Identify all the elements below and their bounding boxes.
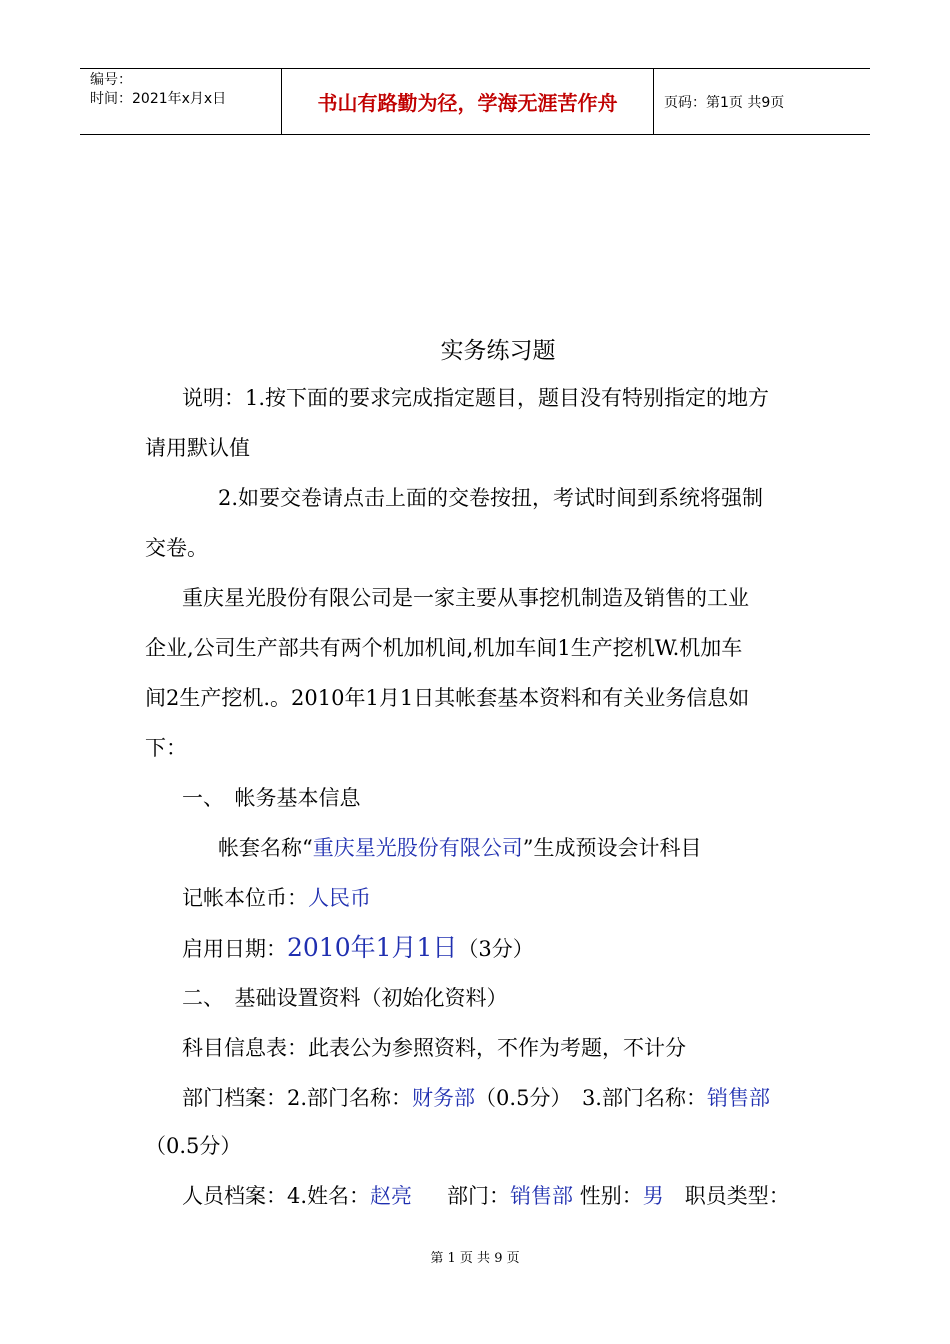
- subject-info-line: 科目信息表：此表公为参照资料，不作为考题，不计分: [182, 1036, 686, 1060]
- section-1-heading: 一、 帐务基本信息: [182, 786, 361, 810]
- dept-mid: （0.5分） 3.部门名称：: [475, 1086, 707, 1110]
- page-footer: 第 1 页 共 9 页: [430, 1251, 520, 1266]
- document-title: 实务练习题: [440, 338, 556, 364]
- currency-value: 人民币: [308, 886, 371, 910]
- staff-dept: 销售部: [510, 1184, 574, 1208]
- intro-line-1: 重庆星光股份有限公司是一家主要从事挖机制造及销售的工业: [182, 586, 749, 610]
- header-page-info: 页码：第1页 共9页: [664, 94, 785, 111]
- intro-line-4: 下：: [145, 736, 187, 760]
- account-suffix: ”生成预设会计科目: [522, 836, 702, 860]
- note-1b: 请用默认值: [145, 436, 250, 460]
- staff-type-label: 职员类型：: [663, 1184, 790, 1208]
- page-header: [80, 68, 870, 135]
- staff-gender-label: 性别：: [573, 1184, 643, 1208]
- staff-line: [182, 1180, 790, 1210]
- time-label: 时间：2021年x月x日: [90, 91, 227, 107]
- dept-prefix: 部门档案：2.部门名称：: [182, 1086, 413, 1110]
- staff-name: 赵亮: [370, 1184, 413, 1208]
- account-set-name-line: [218, 832, 702, 862]
- dept-score: （0.5分）: [145, 1134, 242, 1158]
- note-1a: 说明：1.按下面的要求完成指定题目，题目没有特别指定的地方: [182, 386, 770, 410]
- staff-prefix: 人员档案：4.姓名：: [182, 1184, 371, 1208]
- currency-line: [182, 882, 371, 912]
- start-date-score: （3分）: [457, 937, 534, 961]
- dept-1-name: 财务部: [412, 1086, 476, 1110]
- intro-line-2: 企业,公司生产部共有两个机加机间,机加车间1生产挖机W.机加车: [145, 636, 743, 660]
- start-date-label: 启用日期：: [182, 937, 287, 961]
- department-line: [182, 1082, 770, 1112]
- start-date-value: 2010年1月1日: [287, 933, 458, 962]
- header-left: [80, 69, 281, 134]
- dept-2-name: 销售部: [706, 1086, 770, 1110]
- staff-gender: 男: [642, 1184, 664, 1208]
- serial-label: 编号：: [90, 72, 132, 88]
- note-2b: 交卷。: [145, 536, 208, 560]
- header-motto: 书山有路勤为径，学海无涯苦作舟: [281, 69, 654, 134]
- section-2-heading: 二、 基础设置资料（初始化资料）: [182, 986, 508, 1010]
- account-prefix: 帐套名称“: [218, 836, 313, 860]
- note-2a: 2.如要交卷请点击上面的交卷按扭，考试时间到系统将强制: [218, 486, 764, 510]
- start-date-line: [182, 928, 534, 964]
- currency-label: 记帐本位币：: [182, 886, 308, 910]
- intro-line-3: 间2生产挖机.。2010年1月1日其帐套基本资料和有关业务信息如: [145, 686, 750, 710]
- account-name: 重庆星光股份有限公司: [312, 836, 523, 860]
- staff-dept-label: 部门：: [426, 1184, 511, 1208]
